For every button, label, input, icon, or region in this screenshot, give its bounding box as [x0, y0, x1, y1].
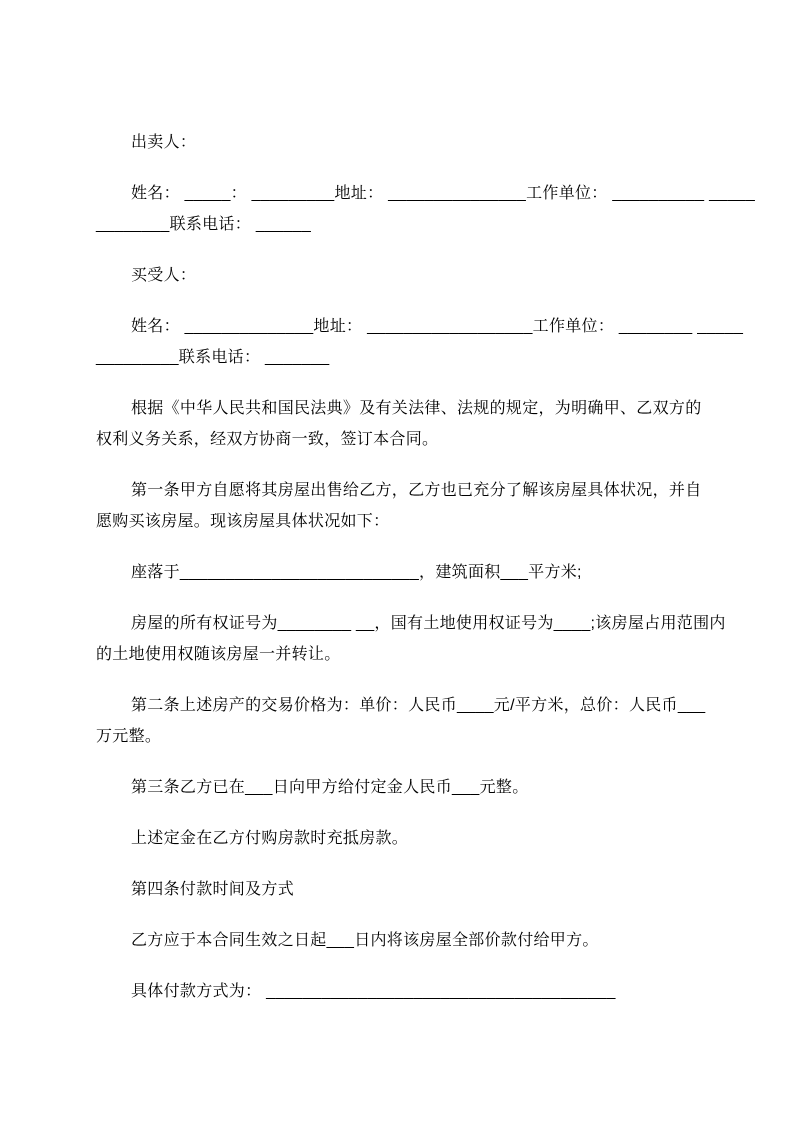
paragraph: [96, 690, 706, 752]
text-line: 上述定金在乙方付购房款时充抵房款。: [131, 830, 409, 847]
text-line: 根据《中华人民共和国民法典》及有关法律、法规的规定，为明确甲、乙双方的: [131, 400, 702, 417]
contract-body: [96, 127, 756, 1007]
text-line: 房屋的所有权证号为________ __，国有土地使用权证号为____;该房屋占用范围内: [131, 615, 726, 632]
text-line: 座落于__________________________，建筑面积___平方米;: [131, 564, 582, 581]
text-line: 买受人：: [131, 267, 197, 284]
paragraph: [96, 874, 699, 905]
text-line: 出卖人：: [131, 134, 197, 151]
text-line: 愿购买该房屋。现该房屋具体状况如下：: [96, 513, 390, 530]
paragraph: [96, 772, 699, 803]
text-line: 的土地使用权随该房屋一并转让。: [96, 646, 341, 663]
text-line: 姓名： ______________地址： __________________工作单位： ________ _____: [131, 318, 744, 335]
text-line: 第四条付款时间及方式: [131, 881, 295, 898]
text-line: 具体付款方式为： ______________________________________: [131, 983, 616, 1000]
paragraph: [96, 557, 699, 588]
paragraph: [96, 393, 702, 455]
text-line: 第一条甲方自愿将其房屋出售给乙方，乙方也已充分了解该房屋具体状况，并自: [131, 482, 702, 499]
paragraph: [96, 823, 699, 854]
text-line: 乙方应于本合同生效之日起___日内将该房屋全部价款付给甲方。: [131, 932, 599, 949]
paragraph: [96, 127, 699, 158]
text-line: 权利义务关系，经双方协商一致，签订本合同。: [96, 431, 439, 448]
paragraph: [96, 260, 699, 291]
paragraph: [96, 178, 756, 240]
text-line: ________联系电话： ______: [96, 216, 312, 233]
paragraph: [96, 475, 702, 537]
text-line: _________联系电话： _______: [96, 349, 330, 366]
paragraph: [96, 976, 699, 1007]
paragraph: [96, 608, 726, 670]
text-line: 万元整。: [96, 728, 162, 745]
text-line: 第三条乙方已在___日向甲方给付定金人民币___元整。: [131, 779, 529, 796]
text-line: 第二条上述房产的交易价格为：单价：人民币____元/平方米，总价：人民币___: [131, 697, 706, 714]
paragraph: [96, 311, 744, 373]
paragraph: [96, 925, 699, 956]
text-line: 姓名： _____： _________地址： _______________工作单位： __________ _____: [131, 185, 756, 202]
